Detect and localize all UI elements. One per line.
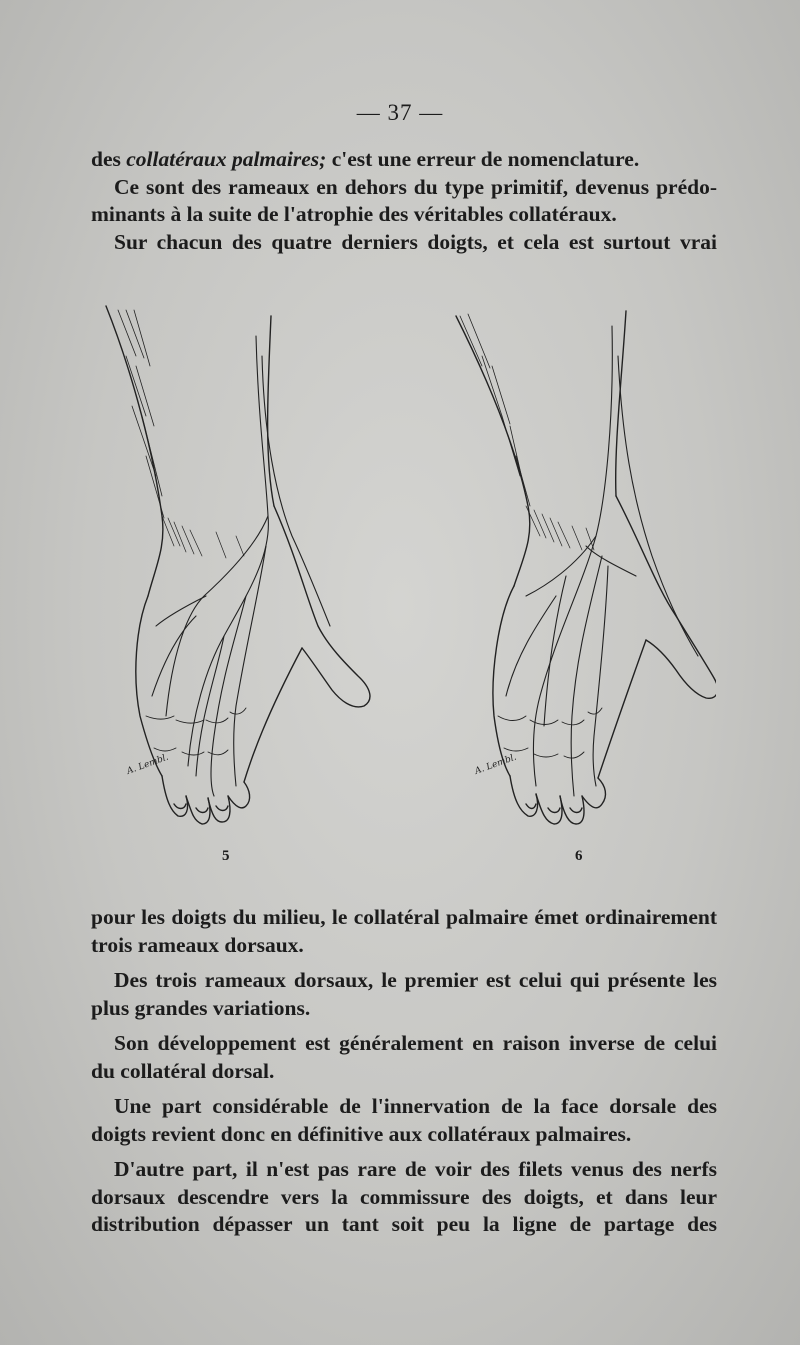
signature-right: A. Lembl.	[473, 752, 518, 777]
text-line: minants à la suite de l'atrophie des véritables collatéraux.	[91, 202, 617, 226]
text-line: plus grandes variations.	[91, 995, 311, 1020]
hand-left	[106, 306, 370, 824]
text-line: D'autre part, il n'est pas rare de voir des filets venus des nerfs	[114, 1157, 717, 1181]
signature-left: A. Lembl.	[125, 752, 170, 777]
text-line: distribution dépasser un tant soit peu la ligne de partage des	[91, 1212, 717, 1236]
paragraph-6	[91, 1030, 717, 1085]
text-line: des collatéraux palmaires; c'est une erreur de nomenclature.	[91, 147, 640, 171]
paragraph-3	[91, 229, 717, 257]
hand-right	[456, 311, 716, 824]
paragraph-8	[91, 1156, 717, 1239]
text-line: Son développement est généralement en raison inverse de celui	[114, 1031, 717, 1055]
paragraph-2	[91, 174, 717, 229]
paragraph-4	[91, 904, 717, 959]
text-block-bottom	[91, 904, 717, 1239]
text-line: dorsaux descendre vers la commissure des doigts, et dans leur	[91, 1184, 717, 1209]
figure-label-5: 5	[222, 848, 230, 864]
page-number: — 37 —	[356, 100, 444, 125]
figure-label-6: 6	[575, 848, 583, 864]
text-line: Une part considérable de l'innervation de la face dorsale des	[114, 1094, 717, 1118]
text-line: du collatéral dorsal.	[91, 1058, 275, 1083]
hand-nerve-illustration	[96, 296, 716, 876]
text-line: Ce sont des rameaux en dehors du type primitif, devenus prédo-	[114, 174, 717, 199]
text-line: trois rameaux dorsaux.	[91, 932, 304, 957]
text-line: pour les doigts du milieu, le collatéral palmaire émet ordinairement	[91, 905, 717, 929]
paragraph-1	[91, 146, 717, 174]
paragraph-5	[91, 967, 717, 1022]
paragraph-7	[91, 1093, 717, 1148]
text-line: Des trois rameaux dorsaux, le premier est celui qui présente les	[114, 968, 717, 992]
text-line: Sur chacun des quatre derniers doigts, et cela est surtout vrai	[114, 229, 717, 254]
text-block-top	[91, 146, 717, 256]
text-line: doigts revient donc en définitive aux collatéraux palmaires.	[91, 1121, 632, 1146]
